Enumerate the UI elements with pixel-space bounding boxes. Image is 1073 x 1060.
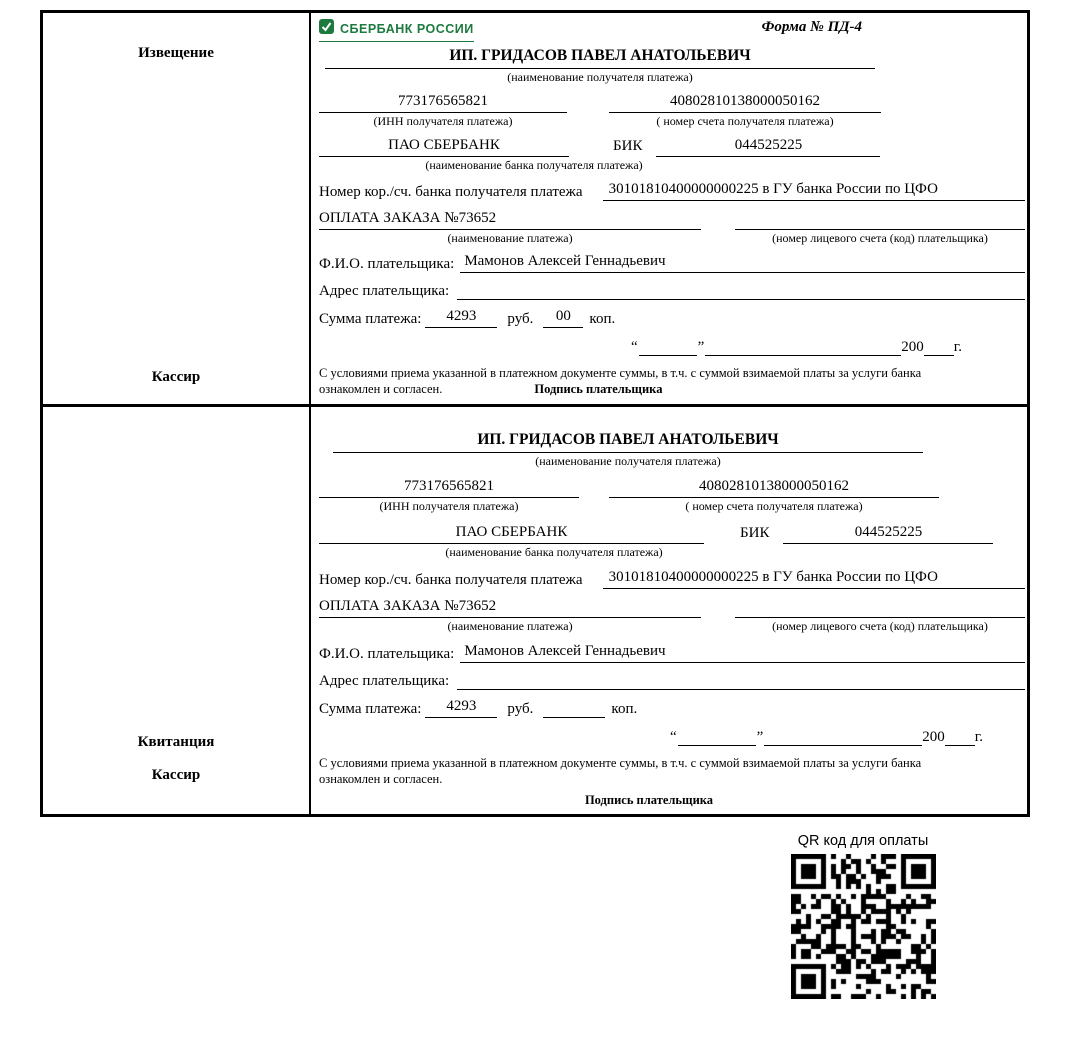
date-year-suffix: г. (953, 339, 962, 356)
personal-account-blank (735, 212, 1025, 230)
agreement-line2: ознакомлен и согласен. (319, 772, 443, 787)
sum-kop-value (543, 699, 605, 718)
payer-address-blank (457, 671, 1025, 690)
bik-label: БИК (613, 137, 643, 154)
sum-rub-value: 4293 (425, 698, 497, 718)
inn-caption: (ИНН получателя платежа) (379, 499, 519, 514)
payer-name-value: Мамонов Алексей Геннадьевич (460, 253, 1025, 273)
date-year-prefix: 200 (901, 339, 924, 356)
bank-caption: (наименование банка получателя платежа) (425, 157, 643, 172)
payer-name-value: Мамонов Алексей Геннадьевич (460, 643, 1025, 663)
corr-account-label: Номер кор./сч. банка получателя платежа (319, 184, 583, 201)
recipient-name: ИП. ГРИДАСОВ ПАВЕЛ АНАТОЛЬЕВИЧ (325, 47, 875, 69)
sberbank-logo (319, 19, 474, 42)
date-quote-open: “ (630, 339, 638, 356)
pd4-form (40, 10, 1030, 817)
notice-section (43, 13, 1027, 407)
date-day-blank (678, 728, 756, 746)
qr-label: QR код для оплаты (797, 833, 929, 850)
bank-name: ПАО СБЕРБАНК (319, 524, 704, 544)
corr-account-value: 30101810400000000225 в ГУ банка России по ЦФО (603, 569, 1025, 589)
notice-label: Извещение (138, 45, 214, 61)
qr-block (788, 833, 938, 999)
corr-account-value: 30101810400000000225 в ГУ банка России по ЦФО (603, 181, 1025, 201)
recipient-inn: 773176565821 (319, 93, 567, 113)
recipient-name: ИП. ГРИДАСОВ ПАВЕЛ АНАТОЛЬЕВИЧ (333, 431, 923, 453)
cashier-label: Кассир (151, 368, 201, 385)
sum-rub-value: 4293 (425, 308, 497, 328)
date-month-blank (764, 728, 922, 746)
bik-label: БИК (740, 525, 770, 542)
bik-value: 044525225 (656, 137, 880, 157)
bank-caption: (наименование банка получателя платежа) (445, 545, 663, 560)
payer-address-label: Адрес плательщика: (319, 283, 450, 300)
agreement-text (319, 755, 969, 788)
corr-account-label: Номер кор./сч. банка получателя платежа (319, 572, 583, 589)
bank-name: ПАО СБЕРБАНК (319, 137, 569, 157)
account-caption: ( номер счета получателя платежа) (656, 113, 834, 128)
recipient-account: 40802810138000050162 (609, 478, 939, 498)
date-month-blank (705, 338, 901, 356)
receipt-label: Квитанция (137, 734, 215, 751)
notice-stub (43, 13, 311, 404)
notice-header-row (319, 19, 1025, 45)
receipt-section (43, 407, 1027, 815)
qr-code-image (791, 854, 936, 999)
date-year-blank (945, 728, 975, 746)
date-line (319, 338, 1025, 356)
kop-label: коп. (611, 700, 638, 717)
purpose-caption: (наименование платежа) (447, 231, 573, 246)
receipt-content (311, 407, 1027, 815)
payer-name-label: Ф.И.О. плательщика: (319, 256, 455, 273)
date-year-suffix: г. (974, 728, 983, 745)
date-quote-close: ” (697, 339, 705, 356)
form-number: Форма № ПД-4 (761, 19, 862, 35)
payer-name-label: Ф.И.О. плательщика: (319, 645, 455, 662)
personal-account-caption: (номер лицевого счета (код) плательщика) (772, 231, 988, 246)
inn-caption: (ИНН получателя платежа) (373, 113, 513, 128)
recipient-account: 40802810138000050162 (609, 93, 881, 113)
rub-label: руб. (507, 700, 534, 717)
payer-address-blank (457, 281, 1025, 300)
recipient-inn: 773176565821 (319, 478, 579, 498)
agreement-text (319, 365, 969, 398)
agreement-line1: С условиями приема указанной в платежном документе суммы, в т.ч. с суммой взимаемой платы за услуги банка (319, 755, 922, 770)
date-line (319, 728, 1025, 746)
bik-value: 044525225 (783, 524, 993, 544)
rub-label: руб. (507, 311, 534, 328)
date-day-blank (639, 338, 697, 356)
date-quote-open: “ (669, 728, 677, 745)
date-year-blank (924, 338, 954, 356)
notice-content (311, 13, 1027, 404)
recipient-caption: (наименование получателя платежа) (507, 70, 693, 84)
agreement-line1: С условиями приема указанной в платежном документе суммы, в т.ч. с суммой взимаемой платы за услуги банка (319, 366, 922, 381)
payment-purpose: ОПЛАТА ЗАКАЗА №73652 (319, 210, 701, 230)
personal-account-blank (735, 600, 1025, 618)
payment-purpose: ОПЛАТА ЗАКАЗА №73652 (319, 598, 701, 618)
sum-label: Сумма платежа: (319, 311, 422, 328)
agreement-line2: ознакомлен и согласен. (319, 382, 443, 397)
cashier-label: Кассир (151, 767, 201, 784)
kop-label: коп. (589, 311, 616, 328)
sberbank-logo-text: СБЕРБАНК РОССИИ (340, 22, 474, 36)
personal-account-caption: (номер лицевого счета (код) плательщика) (772, 619, 988, 634)
date-year-prefix: 200 (922, 728, 945, 745)
purpose-caption: (наименование платежа) (447, 619, 573, 634)
sum-label: Сумма платежа: (319, 700, 422, 717)
recipient-caption: (наименование получателя платежа) (535, 453, 721, 468)
date-quote-close: ” (756, 728, 764, 745)
account-caption: ( номер счета получателя платежа) (685, 499, 863, 514)
sum-kop-value: 00 (543, 308, 583, 328)
payer-address-label: Адрес плательщика: (319, 672, 450, 689)
signature-label: Подпись плательщика (584, 793, 714, 808)
signature-label: Подпись плательщика (534, 382, 663, 397)
receipt-stub (43, 407, 311, 815)
sberbank-logo-icon (319, 19, 334, 39)
